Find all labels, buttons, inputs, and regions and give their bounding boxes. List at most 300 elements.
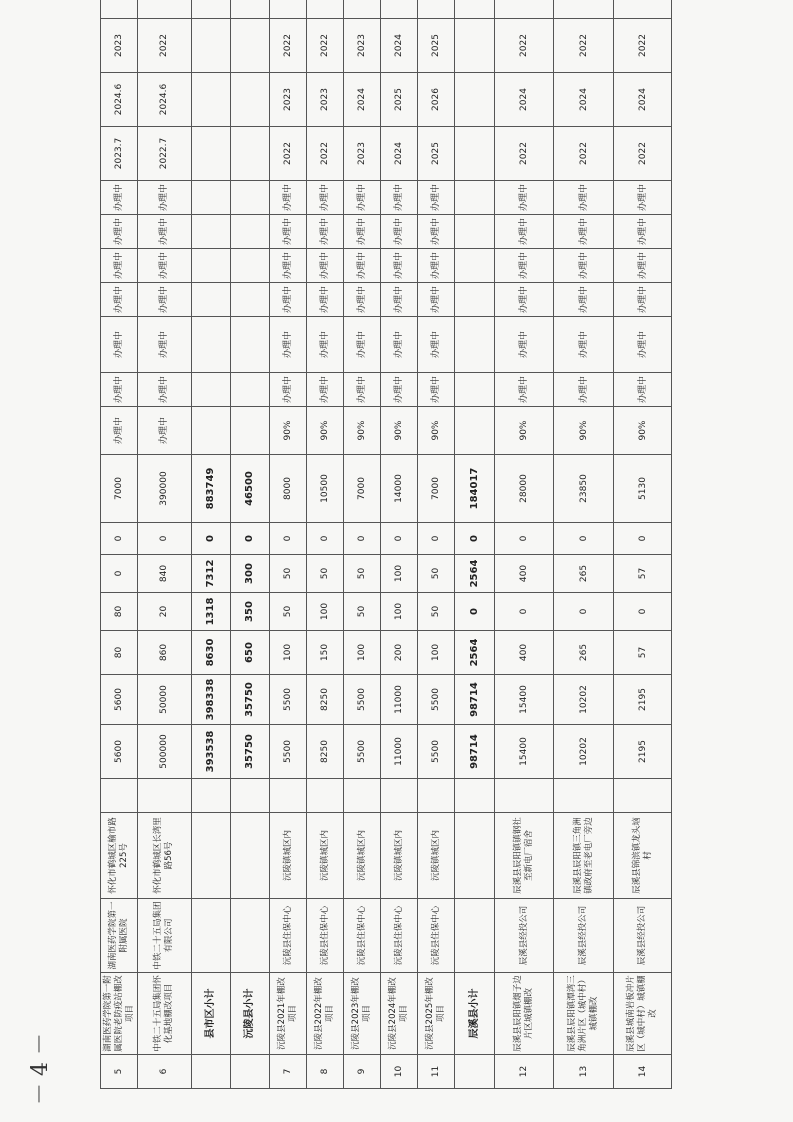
cell-col-21: 2025 [418,19,455,73]
cell-col-19: 2022.7 [138,127,192,181]
cell-col-21: 2022 [614,19,672,73]
cell-col-14: 办理中 [381,317,418,373]
cell-col-7: 650 [230,631,269,675]
cell-col-5: 5500 [270,725,307,779]
cell-col-14: 办理中 [614,317,672,373]
table-row [418,0,455,1089]
cell-col-15 [455,283,494,317]
cell-col-17: 办理中 [381,215,418,249]
cell-col-15: 办理中 [101,283,138,317]
cell-col-blank [138,0,192,19]
cell-col-0 [191,1055,230,1089]
cell-col-5: 2195 [614,725,672,779]
cell-col-12: 90% [344,407,381,455]
cell-col-10: 0 [101,523,138,555]
cell-col-5: 393538 [191,725,230,779]
cell-col-6: 8250 [307,675,344,725]
cell-col-10: 0 [418,523,455,555]
cell-col-0: 11 [418,1055,455,1089]
cell-col-0: 5 [101,1055,138,1089]
cell-col-20 [455,73,494,127]
cell-col-20: 2024.6 [138,73,192,127]
cell-col-19: 2022 [494,127,554,181]
cell-col-blank [381,0,418,19]
cell-col-17: 办理中 [101,215,138,249]
cell-col-13 [191,373,230,407]
cell-col-21: 2022 [138,19,192,73]
cell-col-14: 办理中 [138,317,192,373]
cell-col-4 [191,779,230,813]
cell-col-1: 辰溪县小计 [455,973,494,1055]
cell-col-21 [455,19,494,73]
cell-col-14 [230,317,269,373]
cell-col-0: 7 [270,1055,307,1089]
cell-col-2 [230,899,269,973]
cell-col-5: 98714 [455,725,494,779]
table-row [101,0,138,1089]
cell-col-15: 办理中 [494,283,554,317]
cell-col-20 [230,73,269,127]
cell-col-9: 300 [230,555,269,593]
cell-col-2: 湖南医药学院第一附属医院 [101,899,138,973]
cell-col-16: 办理中 [270,249,307,283]
cell-col-2: 中铁二十五局集团有限公司 [138,899,192,973]
cell-col-10: 0 [191,523,230,555]
cell-col-9: 7312 [191,555,230,593]
cell-col-20: 2024 [344,73,381,127]
cell-col-6: 5500 [344,675,381,725]
cell-col-7: 80 [101,631,138,675]
cell-col-5: 500000 [138,725,192,779]
cell-col-2 [191,899,230,973]
page-number: － 4 － [28,1033,53,1105]
cell-col-15: 办理中 [554,283,614,317]
table-row [381,0,418,1089]
cell-col-1: 辰溪县城南岩板冲片区（城中村）城镇棚改 [614,973,672,1055]
cell-col-16: 办理中 [554,249,614,283]
cell-col-blank [191,0,230,19]
cell-col-15: 办理中 [344,283,381,317]
cell-col-13: 办理中 [270,373,307,407]
cell-col-8: 1318 [191,593,230,631]
cell-col-4 [307,779,344,813]
cell-col-18: 办理中 [307,181,344,215]
cell-col-5: 15400 [494,725,554,779]
cell-col-14: 办理中 [554,317,614,373]
cell-col-1: 湖南医药学院第一附属医院老防疫站棚改项目 [101,973,138,1055]
cell-col-18: 办理中 [270,181,307,215]
cell-col-6: 50000 [138,675,192,725]
cell-col-8: 20 [138,593,192,631]
cell-col-16: 办理中 [307,249,344,283]
cell-col-3: 辰溪县辰阳镇三角洲镇政府至老电厂旁边 [554,813,614,899]
cell-col-21: 2022 [307,19,344,73]
cell-col-16: 办理中 [381,249,418,283]
cell-col-6: 398338 [191,675,230,725]
cell-col-0: 14 [614,1055,672,1089]
cell-col-6: 11000 [381,675,418,725]
cell-col-12 [230,407,269,455]
cell-col-12 [191,407,230,455]
cell-col-4 [418,779,455,813]
cell-col-18: 办理中 [494,181,554,215]
cell-col-17: 办理中 [270,215,307,249]
table-page [100,33,672,1089]
cell-col-4 [455,779,494,813]
cell-col-20: 2024.6 [101,73,138,127]
cell-col-8: 50 [344,593,381,631]
cell-col-18: 办理中 [614,181,672,215]
cell-col-3: 辰溪县锦滨镇龙头垴村 [614,813,672,899]
cell-col-11: 5130 [614,455,672,523]
cell-col-0: 12 [494,1055,554,1089]
cell-col-3 [230,813,269,899]
cell-col-15: 办理中 [614,283,672,317]
cell-col-17: 办理中 [554,215,614,249]
cell-col-9: 0 [101,555,138,593]
cell-col-blank [307,0,344,19]
cell-col-20: 2023 [270,73,307,127]
cell-col-15: 办理中 [138,283,192,317]
cell-col-14 [191,317,230,373]
cell-col-21: 2023 [344,19,381,73]
cell-col-10: 0 [455,523,494,555]
cell-col-17: 办理中 [138,215,192,249]
cell-col-11: 23850 [554,455,614,523]
cell-col-2: 沅陵县住保中心 [307,899,344,973]
table-row [344,0,381,1089]
cell-col-9: 100 [381,555,418,593]
cell-col-5: 5600 [101,725,138,779]
cell-col-5: 35750 [230,725,269,779]
cell-col-12: 90% [307,407,344,455]
cell-col-6: 5500 [270,675,307,725]
rotated-table-wrapper [100,33,672,1089]
cell-col-14: 办理中 [101,317,138,373]
cell-col-16: 办理中 [418,249,455,283]
cell-col-7: 57 [614,631,672,675]
cell-col-0: 13 [554,1055,614,1089]
cell-col-8: 50 [418,593,455,631]
cell-col-19: 2022 [307,127,344,181]
cell-col-blank [614,0,672,19]
cell-col-blank [455,0,494,19]
cell-col-16: 办理中 [494,249,554,283]
cell-col-0 [230,1055,269,1089]
cell-col-10: 0 [554,523,614,555]
cell-col-19: 2024 [381,127,418,181]
cell-col-10: 0 [138,523,192,555]
cell-col-18 [230,181,269,215]
cell-col-1: 沅陵县2025年棚改项目 [418,973,455,1055]
cell-col-4 [344,779,381,813]
cell-col-17: 办理中 [614,215,672,249]
cell-col-8: 350 [230,593,269,631]
cell-col-19: 2023 [344,127,381,181]
cell-col-7: 2564 [455,631,494,675]
subtotal-row [455,0,494,1089]
cell-col-3: 沅陵镇城区内 [270,813,307,899]
cell-col-17 [455,215,494,249]
cell-col-11: 14000 [381,455,418,523]
cell-col-11: 28000 [494,455,554,523]
cell-col-11: 7000 [101,455,138,523]
cell-col-blank [230,0,269,19]
cell-col-9: 50 [344,555,381,593]
cell-col-2: 辰溪县经投公司 [554,899,614,973]
cell-col-14: 办理中 [344,317,381,373]
cell-col-11: 184017 [455,455,494,523]
cell-col-17: 办理中 [307,215,344,249]
cell-col-8: 0 [455,593,494,631]
cell-col-16 [455,249,494,283]
cell-col-19: 2025 [418,127,455,181]
cell-col-13: 办理中 [418,373,455,407]
cell-col-21: 2022 [494,19,554,73]
cell-col-5: 5500 [344,725,381,779]
cell-col-4 [494,779,554,813]
cell-col-5: 11000 [381,725,418,779]
cell-col-16: 办理中 [138,249,192,283]
cell-col-8: 0 [554,593,614,631]
cell-col-18: 办理中 [554,181,614,215]
cell-col-17: 办理中 [418,215,455,249]
cell-col-12: 90% [381,407,418,455]
cell-col-3 [191,813,230,899]
cell-col-13: 办理中 [101,373,138,407]
subtotal-row [191,0,230,1089]
cell-col-14: 办理中 [307,317,344,373]
cell-col-12: 办理中 [101,407,138,455]
cell-col-13: 办理中 [614,373,672,407]
cell-col-10: 0 [494,523,554,555]
subtotal-row [230,0,269,1089]
cell-col-20 [191,73,230,127]
cell-col-4 [270,779,307,813]
cell-col-8: 100 [307,593,344,631]
cell-col-1: 辰溪县辰阳镇烟子边片区城镇棚改 [494,973,554,1055]
cell-col-19: 2022 [554,127,614,181]
cell-col-12: 90% [418,407,455,455]
cell-col-16: 办理中 [344,249,381,283]
cell-col-21: 2022 [554,19,614,73]
cell-col-9: 50 [307,555,344,593]
cell-col-1: 沅陵县小计 [230,973,269,1055]
cell-col-12: 90% [494,407,554,455]
cell-col-6: 15400 [494,675,554,725]
cell-col-5: 5500 [418,725,455,779]
cell-col-16 [230,249,269,283]
cell-col-0 [455,1055,494,1089]
cell-col-2: 辰溪县经投公司 [494,899,554,973]
project-table [100,0,672,1089]
cell-col-19: 2023.7 [101,127,138,181]
cell-col-9: 840 [138,555,192,593]
cell-col-18: 办理中 [344,181,381,215]
table-row [614,0,672,1089]
cell-col-blank [494,0,554,19]
cell-col-6: 35750 [230,675,269,725]
cell-col-21: 2023 [101,19,138,73]
cell-col-13: 办理中 [554,373,614,407]
table-row [554,0,614,1089]
cell-col-3: 沅陵镇城区内 [344,813,381,899]
cell-col-8: 0 [614,593,672,631]
cell-col-18: 办理中 [418,181,455,215]
cell-col-17 [230,215,269,249]
cell-col-blank [554,0,614,19]
cell-col-3: 沅陵镇城区内 [381,813,418,899]
cell-col-1: 沅陵县2024年棚改项目 [381,973,418,1055]
cell-col-0: 6 [138,1055,192,1089]
cell-col-2: 辰溪县经投公司 [614,899,672,973]
cell-col-1: 辰溪县辰阳镇潭湾三角洲片区（城中村）城镇棚改 [554,973,614,1055]
table-row [138,0,192,1089]
cell-col-17: 办理中 [344,215,381,249]
cell-col-1: 沅陵县2023年棚改项目 [344,973,381,1055]
cell-col-3: 辰溪县辰阳镇镇钢社至新电厂宿舍 [494,813,554,899]
cell-col-19: 2022 [614,127,672,181]
cell-col-10: 0 [270,523,307,555]
cell-col-16: 办理中 [614,249,672,283]
cell-col-21 [191,19,230,73]
cell-col-12 [455,407,494,455]
cell-col-14: 办理中 [270,317,307,373]
cell-col-11: 10500 [307,455,344,523]
cell-col-5: 8250 [307,725,344,779]
cell-col-20: 2024 [554,73,614,127]
cell-col-15 [230,283,269,317]
cell-col-17 [191,215,230,249]
cell-col-blank [101,0,138,19]
cell-col-20: 2024 [614,73,672,127]
cell-col-6: 10202 [554,675,614,725]
cell-col-18: 办理中 [138,181,192,215]
cell-col-12: 90% [614,407,672,455]
cell-col-9: 50 [270,555,307,593]
cell-col-10: 0 [614,523,672,555]
cell-col-17: 办理中 [494,215,554,249]
cell-col-14 [455,317,494,373]
cell-col-18 [191,181,230,215]
table-body [101,0,672,1089]
cell-col-11: 46500 [230,455,269,523]
cell-col-15: 办理中 [307,283,344,317]
cell-col-9: 400 [494,555,554,593]
cell-col-10: 0 [307,523,344,555]
cell-col-7: 100 [270,631,307,675]
cell-col-1: 沅陵县2022年棚改项目 [307,973,344,1055]
cell-col-7: 8630 [191,631,230,675]
cell-col-14: 办理中 [418,317,455,373]
cell-col-2: 沅陵县住保中心 [344,899,381,973]
cell-col-15: 办理中 [381,283,418,317]
cell-col-6: 5500 [418,675,455,725]
cell-col-11: 390000 [138,455,192,523]
cell-col-16 [191,249,230,283]
table-row [494,0,554,1089]
cell-col-7: 400 [494,631,554,675]
cell-col-19 [230,127,269,181]
table-row [270,0,307,1089]
cell-col-21: 2022 [270,19,307,73]
cell-col-4 [138,779,192,813]
cell-col-blank [344,0,381,19]
cell-col-7: 150 [307,631,344,675]
cell-col-4 [554,779,614,813]
cell-col-6: 2195 [614,675,672,725]
cell-col-8: 100 [381,593,418,631]
cell-col-4 [381,779,418,813]
cell-col-0: 8 [307,1055,344,1089]
cell-col-0: 9 [344,1055,381,1089]
cell-col-15 [191,283,230,317]
cell-col-9: 57 [614,555,672,593]
cell-col-10: 0 [230,523,269,555]
cell-col-7: 860 [138,631,192,675]
cell-col-7: 265 [554,631,614,675]
cell-col-11: 7000 [344,455,381,523]
cell-col-20: 2024 [494,73,554,127]
cell-col-16: 办理中 [101,249,138,283]
cell-col-13: 办理中 [344,373,381,407]
cell-col-3: 沅陵镇城区内 [418,813,455,899]
cell-col-13: 办理中 [494,373,554,407]
cell-col-2: 沅陵县住保中心 [270,899,307,973]
cell-col-13: 办理中 [307,373,344,407]
cell-col-13 [455,373,494,407]
cell-col-11: 883749 [191,455,230,523]
cell-col-2: 沅陵县住保中心 [381,899,418,973]
cell-col-19 [191,127,230,181]
cell-col-11: 7000 [418,455,455,523]
cell-col-12: 90% [270,407,307,455]
cell-col-21: 2024 [381,19,418,73]
cell-col-9: 50 [418,555,455,593]
cell-col-21 [230,19,269,73]
cell-col-18: 办理中 [381,181,418,215]
cell-col-4 [614,779,672,813]
cell-col-3: 沅陵镇城区内 [307,813,344,899]
cell-col-9: 265 [554,555,614,593]
cell-col-18 [455,181,494,215]
cell-col-blank [418,0,455,19]
cell-col-2 [455,899,494,973]
cell-col-13 [230,373,269,407]
cell-col-20: 2023 [307,73,344,127]
cell-col-20: 2025 [381,73,418,127]
cell-col-10: 0 [344,523,381,555]
cell-col-11: 8000 [270,455,307,523]
cell-col-3: 怀化市鹤城区长湾里路56号 [138,813,192,899]
cell-col-3 [455,813,494,899]
cell-col-12: 90% [554,407,614,455]
cell-col-15: 办理中 [270,283,307,317]
table-row [307,0,344,1089]
cell-col-1: 县市区小计 [191,973,230,1055]
cell-col-12: 办理中 [138,407,192,455]
cell-col-19 [455,127,494,181]
cell-col-2: 沅陵县住保中心 [418,899,455,973]
cell-col-19: 2022 [270,127,307,181]
cell-col-0: 10 [381,1055,418,1089]
cell-col-8: 0 [494,593,554,631]
cell-col-1: 中铁二十五局集团怀化基地棚改项目 [138,973,192,1055]
cell-col-7: 100 [344,631,381,675]
cell-col-4 [230,779,269,813]
cell-col-7: 200 [381,631,418,675]
cell-col-8: 80 [101,593,138,631]
